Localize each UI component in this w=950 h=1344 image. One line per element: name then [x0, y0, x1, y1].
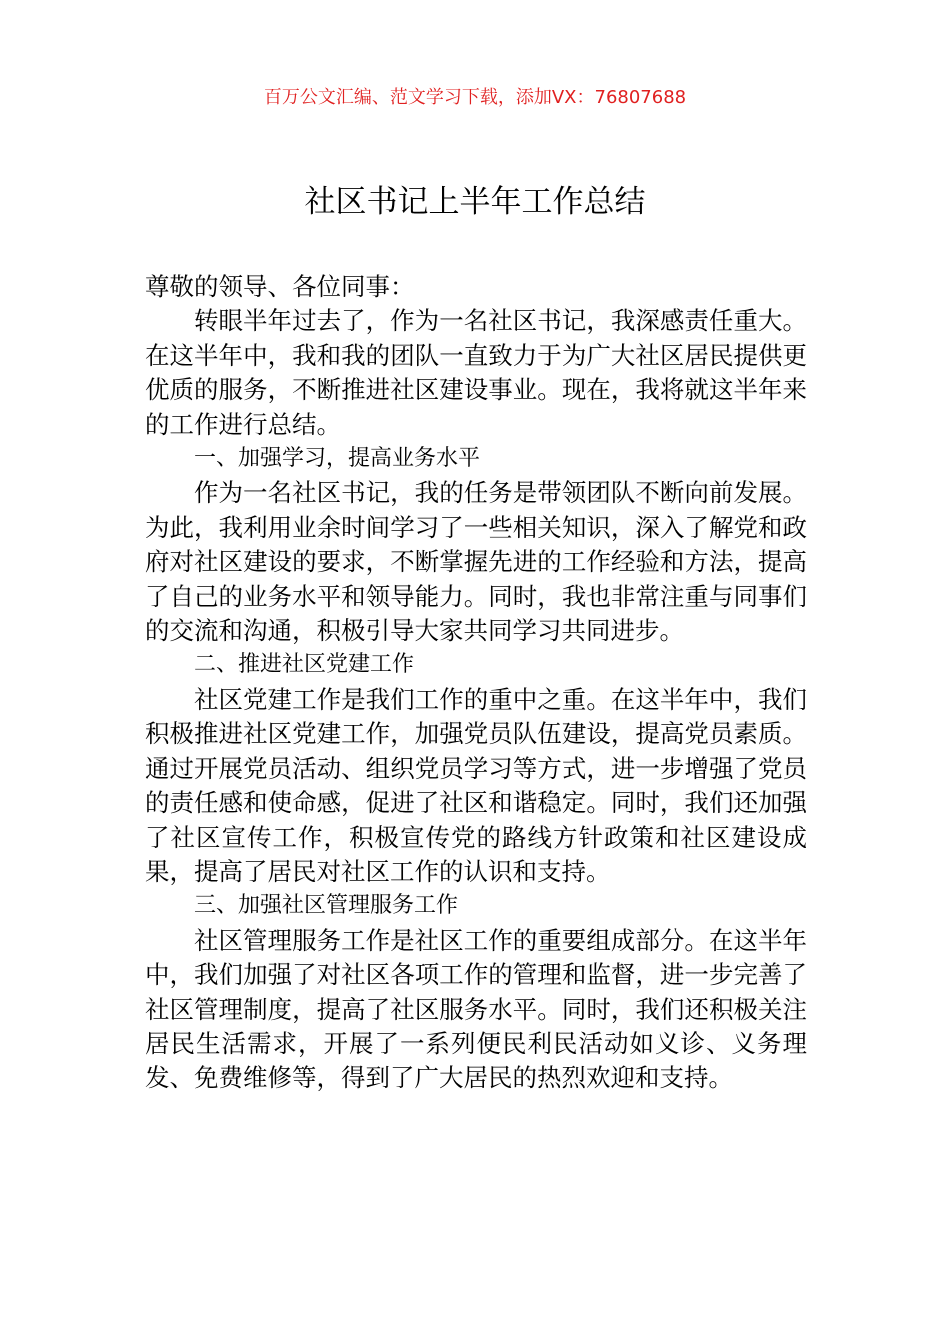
header-watermark: 百万公文汇编、范文学习下载，添加VX：76807688: [263, 87, 687, 108]
section-heading-1: 一、加强学习，提高业务水平: [194, 446, 481, 472]
document-body: [145, 270, 807, 1096]
section-paragraph-1: 作为一名社区书记，我的任务是带领团队不断向前发展。为此，我利用业余时间学习了一些相关知识，深入了解党和政府对社区建设的要求，不断掌握先进的工作经验和方法，提高了自己的业务水平和领导能力。同时，我也非常注重与同事们的交流和沟通，积极引导大家共同学习共同进步。: [145, 478, 807, 646]
section-paragraph-3: 社区管理服务工作是社区工作的重要组成部分。在这半年中，我们加强了对社区各项工作的管理和监督，进一步完善了社区管理制度，提高了社区服务水平。同时，我们还积极关注居民生活需求，开展了一系列便民利民活动如义诊、义务理发、免费维修等，得到了广大居民的热烈欢迎和支持。: [145, 925, 807, 1093]
salutation: 尊敬的领导、各位同事：: [145, 272, 415, 301]
section-heading-2: 二、推进社区党建工作: [194, 652, 415, 678]
section-paragraph-2: 社区党建工作是我们工作的重中之重。在这半年中，我们积极推进社区党建工作，加强党员队伍建设，提高党员素质。通过开展党员活动、组织党员学习等方式，进一步增强了党员的责任感和使命感，促进了社区和谐稳定。同时，我们还加强了社区宣传工作，积极宣传党的路线方针政策和社区建设成果，提高了居民对社区工作的认识和支持。: [145, 684, 807, 886]
page-title: 社区书记上半年工作总结: [304, 184, 646, 220]
intro-paragraph: 转眼半年过去了，作为一名社区书记，我深感责任重大。在这半年中，我和我的团队一直致力于为广大社区居民提供更优质的服务，不断推进社区建设事业。现在，我将就这半年来的工作进行总结。: [145, 306, 807, 439]
section-heading-3: 三、加强社区管理服务工作: [194, 893, 459, 919]
